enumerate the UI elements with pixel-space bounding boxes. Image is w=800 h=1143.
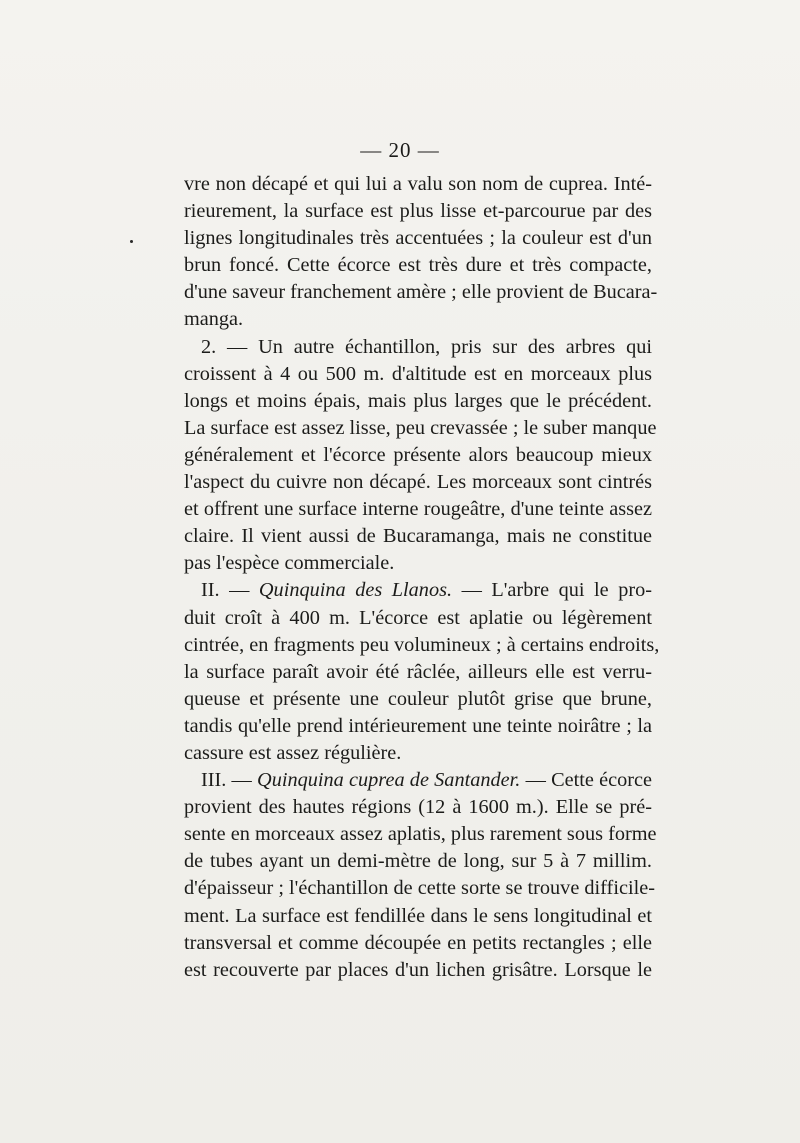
text-line: La surface est assez lisse, peu crevassée ; le suber manque	[184, 416, 657, 439]
text-line: manga.	[184, 308, 244, 331]
text-line: cassure est assez régulière.	[184, 741, 402, 764]
text-line: de tubes ayant un demi-mètre de long, sur 5 à 7 millim.	[184, 850, 652, 873]
page-number: — 20 —	[360, 138, 440, 162]
text-line: l'aspect du cuivre non décapé. Les morceaux sont cintrés	[184, 471, 652, 494]
section-lead: — L'arbre qui le pro-	[452, 579, 652, 602]
text-line: claire. Il vient aussi de Bucaramanga, mais ne constitue	[184, 525, 652, 548]
text-line: et offrent une surface interne rougeâtre, d'une teinte assez	[184, 498, 652, 521]
text-line: duit croît à 400 m. L'écorce est aplatie ou légèrement	[184, 606, 652, 629]
text-line: sente en morceaux assez aplatis, plus rarement sous forme	[184, 823, 657, 846]
text-line: la surface paraît avoir été râclée, ailleurs elle est verru-	[184, 660, 652, 683]
text-line: longs et moins épais, mais plus larges que le précédent.	[184, 389, 652, 412]
text-line: provient des hautes régions (12 à 1600 m.). Elle se pré-	[184, 796, 652, 819]
text-line: d'une saveur franchement amère ; elle provient de Bucara-	[184, 281, 658, 304]
text-line: 2. — Un autre échantillon, pris sur des arbres qui	[201, 335, 652, 358]
text-line: généralement et l'écorce présente alors beaucoup mieux	[184, 443, 652, 466]
text-line: pas l'espèce commerciale.	[184, 552, 395, 575]
ink-speck	[130, 240, 133, 243]
section-title: Quinquina cuprea de Santander.	[257, 769, 521, 792]
text-line: cintrée, en fragments peu volumineux ; à certains endroits,	[184, 633, 660, 656]
section-number: II. —	[201, 579, 259, 602]
text-line: est recouverte par places d'un lichen grisâtre. Lorsque le	[184, 958, 652, 981]
text-line: rieurement, la surface est plus lisse et-parcourue par des	[184, 200, 652, 223]
section-title: Quinquina des Llanos.	[258, 579, 453, 602]
text-line: brun foncé. Cette écorce est très dure et très compacte,	[184, 254, 652, 277]
section-number: III. —	[201, 769, 258, 792]
text-line: tandis qu'elle prend intérieurement une teinte noirâtre ; la	[184, 714, 652, 737]
text-line: transversal et comme découpée en petits rectangles ; elle	[184, 931, 652, 954]
text-line: d'épaisseur ; l'échantillon de cette sorte se trouve difficile-	[184, 877, 655, 900]
text-line: lignes longitudinales très accentuées ; la couleur est d'un	[184, 227, 652, 250]
section-heading-line	[184, 767, 652, 794]
text-line: croissent à 4 ou 500 m. d'altitude est en morceaux plus	[184, 362, 652, 385]
section-heading-line	[184, 577, 652, 604]
section-lead: — Cette écorce	[520, 769, 652, 792]
text-line: queuse et présente une couleur plutôt grise que brune,	[184, 687, 652, 710]
text-line: ment. La surface est fendillée dans le sens longitudinal et	[184, 904, 652, 927]
body-text	[184, 171, 660, 984]
text-line: vre non décapé et qui lui a valu son nom de cuprea. Inté-	[184, 173, 652, 195]
